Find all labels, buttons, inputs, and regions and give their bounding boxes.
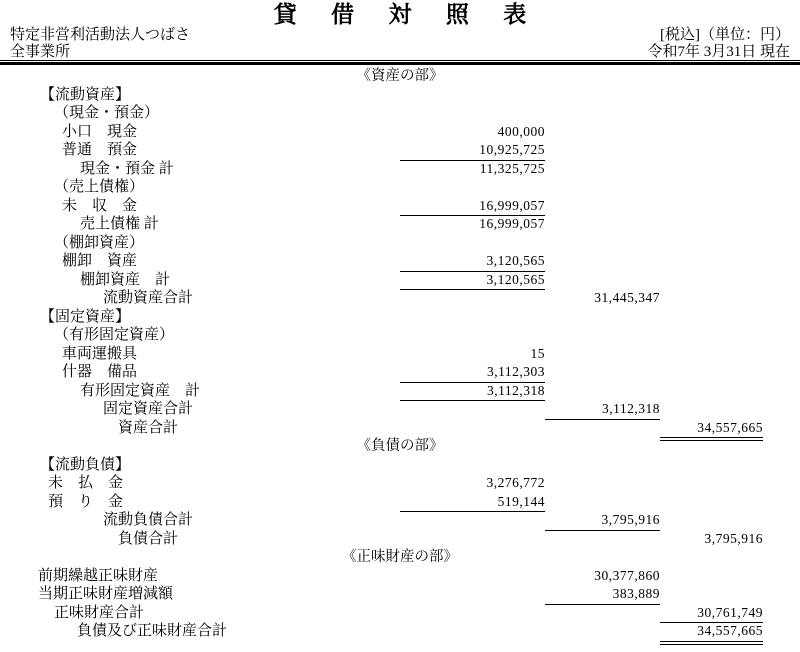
account-label: 負債合計 [118,530,179,547]
amount-cell [545,493,660,513]
table-row [0,567,763,586]
amount-value: 3,120,565 [400,252,545,272]
account-label: 流動資産合計 [103,290,194,306]
amount-cell [660,345,763,364]
account-label: 車両運搬具 [62,345,138,362]
account-label: 普通 預金 [62,142,138,158]
amount-cell [660,585,763,605]
amount-value: 3,795,916 [704,530,763,546]
amount-cell [545,622,660,642]
table-row [0,215,763,234]
tax-unit-note: [税込]（単位：円） [660,27,790,43]
amount-cell [545,345,660,364]
amount-cell [660,252,763,272]
account-label: 小口 現金 [62,123,138,140]
amount-cell [400,530,545,549]
table-row [0,123,763,142]
table-row [0,363,763,382]
amount-cell [545,160,660,179]
account-label: （有形固定資産） [54,327,175,343]
amount-cell [400,289,545,308]
table-row [0,234,763,253]
table-row [0,493,763,512]
amount-cell [545,86,660,105]
amount-cell [660,326,763,345]
account-label: 棚卸資産 計 [80,271,171,288]
amount-cell [660,160,763,179]
account-label: 正味財産合計 [54,604,145,621]
report-header-right [647,27,790,60]
table-row [0,511,763,530]
amount-cell [400,622,545,642]
table-row [0,197,763,216]
table-row [0,345,763,364]
table-row [0,252,763,271]
org-name: 特定非営利活動法人つばさ [10,27,191,43]
table-row [0,86,763,105]
account-label: 当期正味財産増減額 [38,586,174,602]
report-date: 令和7年 3月31日 現在 [647,43,790,60]
table-row [0,530,763,549]
table-row [0,622,763,641]
amount-cell [660,382,763,402]
amount-cell [545,308,660,327]
amount-cell [400,104,545,123]
table-row [0,604,763,623]
amount-value: 3,112,318 [545,400,660,420]
amount-cell [545,271,660,291]
amount-cell [660,271,763,291]
amount-cell [545,382,660,402]
amount-cell [400,585,545,605]
account-label: 現金・預金 計 [80,160,174,177]
amount-cell [545,456,660,475]
amount-cell [660,456,763,475]
section-heading: 《負債の部》 [356,438,444,454]
table-row [0,585,763,604]
account-label: （棚卸資産） [54,234,145,251]
section-heading: 《資産の部》 [356,68,444,84]
report-header [0,27,800,61]
table-row [0,178,763,197]
amount-value: 16,999,057 [479,216,545,231]
amount-cell [545,326,660,345]
amount-cell [545,363,660,383]
amount-cell [660,567,763,586]
amount-cell [660,141,763,161]
table-row [0,474,763,493]
section-heading: 《正味財産の部》 [342,549,458,565]
account-label: 有形固定資産 計 [80,382,201,399]
account-label: 預 り 金 [48,493,124,510]
table-row [0,104,763,123]
amount-value: 34,557,665 [660,622,763,642]
table-row [0,382,763,401]
amount-cell [545,141,660,161]
table-row [0,141,763,160]
amount-cell [400,86,545,105]
account-label: 前期繰越正味財産 [38,567,159,584]
account-label: （現金・預金） [54,105,160,121]
account-label: 【固定資産】 [40,308,131,325]
account-label: 負債及び正味財産合計 [77,623,228,639]
amount-cell [545,104,660,123]
amount-value: 16,999,057 [400,197,545,217]
amount-cell [545,123,660,142]
amount-cell [660,197,763,217]
amount-cell [545,474,660,493]
amount-cell [545,215,660,234]
amount-value: 30,761,749 [660,604,763,624]
amount-value: 11,325,725 [479,160,545,176]
amount-cell [545,234,660,253]
amount-cell [660,234,763,253]
amount-cell [660,86,763,105]
amount-value: 30,377,860 [594,567,660,583]
table-row [0,289,763,308]
account-label: 未 収 金 [62,197,138,214]
account-label: 【流動負債】 [40,456,131,473]
page-title: 貸 借 対 照 表 [273,1,541,27]
amount-value: 400,000 [497,123,545,139]
amount-cell [545,530,660,549]
amount-cell [545,178,660,197]
amount-cell [400,456,545,475]
amount-value: 31,445,347 [594,290,660,305]
amount-value: 10,925,725 [400,141,545,161]
amount-cell [400,604,545,624]
amount-cell [545,197,660,217]
account-label: 資産合計 [118,419,179,436]
amount-cell [400,419,545,439]
amount-cell [660,215,763,234]
table-row [0,271,763,290]
amount-cell [400,400,545,420]
amount-cell [400,567,545,586]
amount-value: 34,557,665 [660,419,763,439]
amount-cell [660,178,763,197]
amount-cell [545,252,660,272]
amount-cell [660,363,763,383]
account-label: 流動負債合計 [103,512,194,528]
amount-value: 15 [530,345,545,361]
table-row [0,326,763,345]
account-label: 売上債権 計 [80,216,159,232]
amount-cell [545,419,660,439]
balance-sheet-table [0,65,800,641]
amount-cell [660,400,763,420]
table-row [0,308,763,327]
account-label: 【流動資産】 [40,86,131,103]
amount-cell [660,493,763,513]
amount-cell [400,326,545,345]
amount-cell [400,511,545,531]
amount-cell [545,604,660,624]
account-label: 固定資産合計 [103,401,194,417]
amount-value: 3,795,916 [545,511,660,531]
amount-cell [660,289,763,308]
amount-value: 3,276,772 [486,475,545,490]
amount-value: 519,144 [400,493,545,513]
account-label: （売上債権） [54,179,145,195]
report-header-left [10,27,190,60]
account-label: 棚卸 資産 [62,253,138,269]
amount-cell [660,474,763,493]
table-row [0,160,763,179]
amount-value: 3,112,303 [400,363,545,383]
amount-cell [400,234,545,253]
table-row [0,419,763,438]
amount-value: 383,889 [545,585,660,605]
account-label: 什器 備品 [62,364,138,380]
amount-cell [400,178,545,197]
amount-cell [660,104,763,123]
office-name: 全事業所 [10,43,71,60]
amount-cell [660,123,763,142]
amount-cell [660,308,763,327]
amount-value: 3,112,318 [400,382,545,402]
account-label: 未 払 金 [48,475,124,491]
table-row [0,400,763,419]
amount-value: 3,120,565 [400,271,545,291]
amount-cell [400,308,545,327]
amount-cell [660,511,763,531]
table-row [0,456,763,475]
